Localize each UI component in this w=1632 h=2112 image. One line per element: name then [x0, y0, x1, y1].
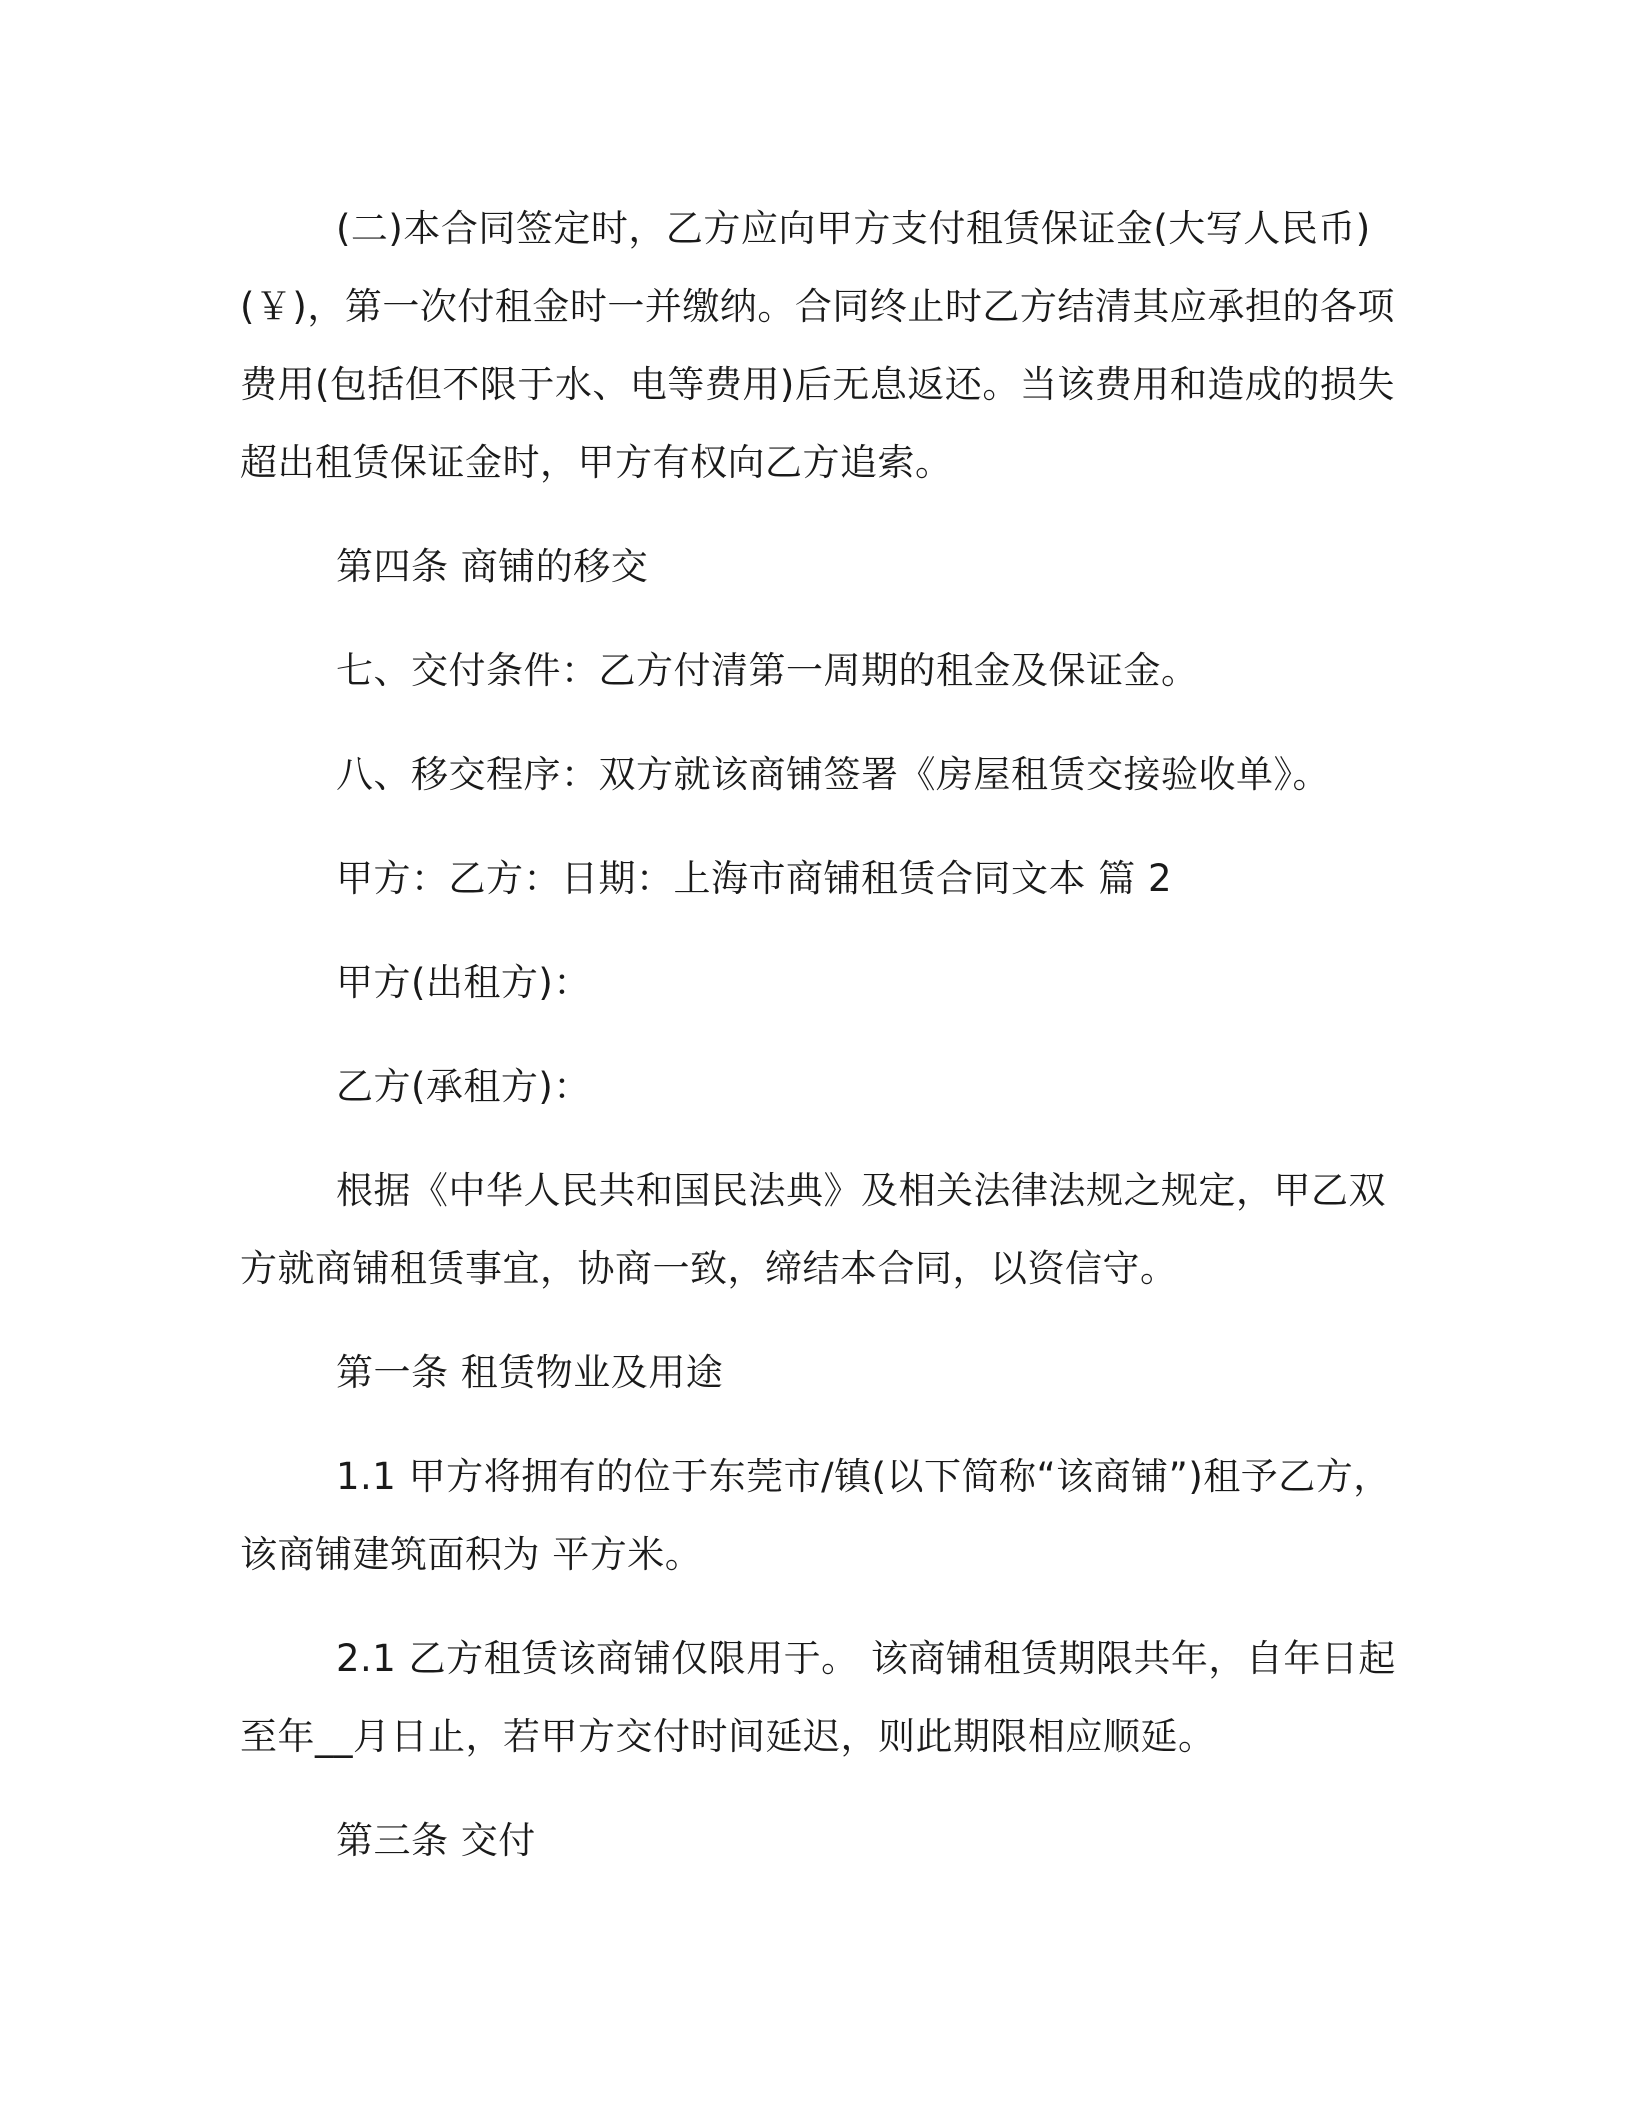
- paragraph-clause-1-1: 1.1 甲方将拥有的位于东莞市/镇(以下简称“该商铺”)租予乙方，该商铺建筑面积为 平方米。: [240, 1455, 1391, 1576]
- article-4-heading: 第四条 商铺的移交: [336, 545, 649, 588]
- document-body: [240, 190, 1400, 1880]
- article-3-heading: 第三条 交付: [336, 1819, 536, 1862]
- paragraph-deposit: (二)本合同签定时，乙方应向甲方支付租赁保证金(大写人民币)(￥)，第一次付租金时一并缴纳。合同终止时乙方结清其应承担的各项费用(包括但不限于水、电等费用)后无息返还。当该费用和造成的损失超出租赁保证金时，甲方有权向乙方追索。: [240, 207, 1395, 484]
- paragraph-delivery-conditions: 七、交付条件：乙方付清第一周期的租金及保证金。: [336, 649, 1199, 692]
- paragraph-clause-2-1: 2.1 乙方租赁该商铺仅限用于。 该商铺租赁期限共年，自年日起至年__月日止，若甲方交付时间延迟，则此期限相应顺延。: [240, 1637, 1396, 1758]
- paragraph-handover-procedure: 八、移交程序：双方就该商铺签署《房屋租赁交接验收单》。: [336, 753, 1330, 796]
- article-1-heading: 第一条 租赁物业及用途: [336, 1351, 724, 1394]
- paragraph-party-a: 甲方(出租方)：: [336, 961, 591, 1004]
- paragraph-signature-line: 甲方：乙方：日期：上海市商铺租赁合同文本 篇 2: [336, 857, 1173, 900]
- paragraph-party-b: 乙方(承租方)：: [336, 1065, 591, 1108]
- paragraph-preamble: 根据《中华人民共和国民法典》及相关法律法规之规定，甲乙双方就商铺租赁事宜，协商一致，缔结本合同，以资信守。: [240, 1169, 1386, 1290]
